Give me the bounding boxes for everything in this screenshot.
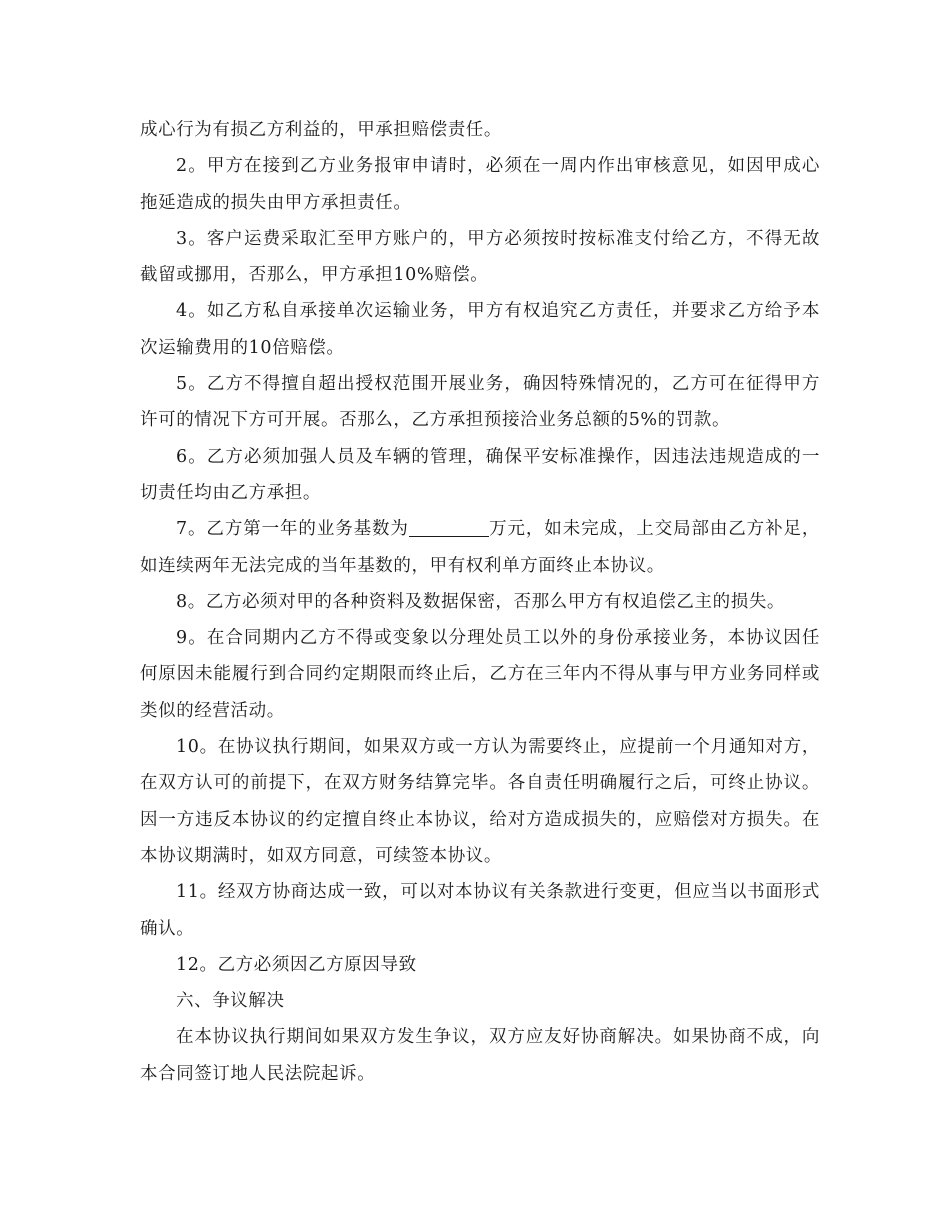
clause-2: 2。甲方在接到乙方业务报审申请时，必须在一周内作出审核意见，如因甲成心拖延造成的损失由甲方承担责任。 xyxy=(140,156,820,213)
clause-10: 10。在协议执行期间，如果双方或一方认为需要终止，应提前一个月通知对方，在双方认可的前提下，在双方财务结算完毕。各自责任明确履行之后，可终止协议。因一方违反本协议的约定擅自终止本协议，给对方造成损失的，应赔偿对方损失。在本协议期满时，如双方同意，可续签本协议。 xyxy=(140,737,820,866)
clause-9: 9。在合同期内乙方不得或变象以分理处员工以外的身份承接业务，本协议因任何原因未能履行到合同约定期限而终止后，乙方在三年内不得从事与甲方业务同样或类似的经营活动。 xyxy=(140,628,820,721)
paragraph-continuation: 成心行为有损乙方利益的，甲承担赔偿责任。 xyxy=(140,120,502,140)
clause-7-after-blank: 万元，如未完成，上交局部由乙方补足，如连续两年无法完成的当年基数的，甲有权利单方面终止本协议。 xyxy=(140,519,820,576)
section-heading-dispute: 六、争议解决 xyxy=(176,991,285,1012)
clause-11: 11。经双方协商达成一致，可以对本协议有关条款进行变更，但应当以书面形式确认。 xyxy=(140,882,820,939)
clause-6: 6。乙方必须加强人员及车辆的管理，确保平安标准操作，因违法违规造成的一切责任均由乙方承担。 xyxy=(140,446,820,503)
clause-7 xyxy=(140,511,820,584)
clause-3: 3。客户运费采取汇至甲方账户的，甲方必须按时按标准支付给乙方，不得无故截留或挪用，否那么，甲方承担10%赔偿。 xyxy=(140,228,820,286)
document-page xyxy=(140,112,820,1092)
dispute-paragraph: 在本协议执行期间如果双方发生争议，双方应友好协商解决。如果协商不成，向本合同签订地人民法院起诉。 xyxy=(140,1027,820,1084)
clause-8: 8。乙方必须对甲的各种资料及数据保密，否那么甲方有权追偿乙主的损失。 xyxy=(176,591,786,612)
clause-7-before-blank: 7。乙方第一年的业务基数为 xyxy=(176,519,409,540)
clause-12: 12。乙方必须因乙方原因导致 xyxy=(176,954,417,975)
clause-4: 4。如乙方私自承接单次运输业务，甲方有权追究乙方责任，并要求乙方给予本次运输费用的10倍赔偿。 xyxy=(140,301,820,358)
clause-5: 5。乙方不得擅自超出授权范围开展业务，确因特殊情况的，乙方可在征得甲方许可的情况下方可开展。否那么，乙方承担预接洽业务总额的5%的罚款。 xyxy=(140,374,820,431)
amount-blank-line xyxy=(409,519,489,538)
